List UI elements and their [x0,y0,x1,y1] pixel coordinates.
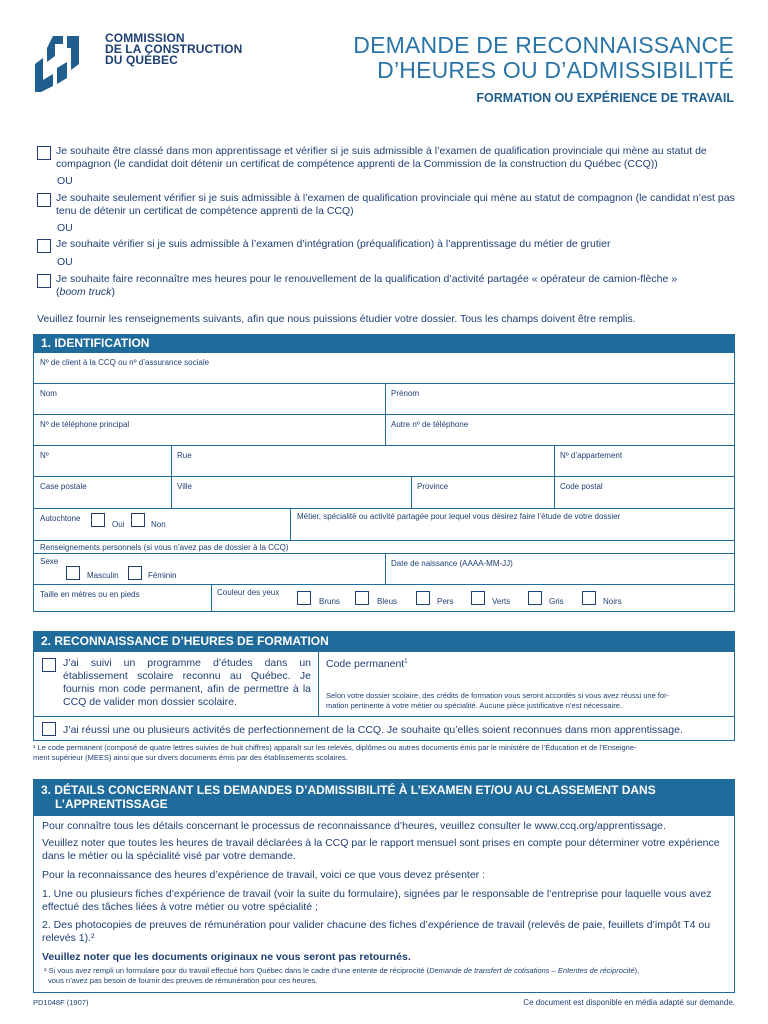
option-grutier [37,238,737,251]
paren-open: ( [56,286,60,298]
checkbox-verification[interactable] [37,193,51,207]
checkbox-grutier[interactable] [37,239,51,253]
footnote-2-line-2: vous n’avez pas besoin de fournir des preuves de rémunération pour ces heures. [48,975,318,985]
details-paragraph-1: Pour connaître tous les détails concernant le processus de reconnaissance d’heures, veuillez consulter le www.ccq.org/apprentissage. [42,820,666,832]
paren-close: ) [111,286,115,298]
postal-code-field[interactable]: Code postal [560,482,603,491]
media-note: Ce document est disponible en média adapté sur demande. [523,998,735,1007]
checkbox-eyes-verts[interactable] [471,591,485,605]
non-label: Non [151,520,166,529]
identification-box [33,352,735,612]
eyes-gris-label: Gris [549,597,564,606]
checkbox-eyes-bruns[interactable] [297,591,311,605]
section3-heading [33,779,735,815]
formation-box [33,651,735,741]
title-line-2: D’HEURES OU D’ADMISSIBILITÉ [377,57,734,83]
code-permanent-label: Code permanent [326,658,405,670]
personal-info-label: Renseignements personnels (si vous n’avez pas de dossier à la CCQ) [40,543,289,552]
form-title [353,33,734,83]
birthdate-field[interactable]: Date de naissance (AAAA-MM-JJ) [391,559,513,568]
eyes-verts-label: Verts [492,597,511,606]
masculin-label: Masculin [87,571,119,580]
prenom-field[interactable]: Prénom [391,389,420,398]
metier-field[interactable]: Métier, spécialité ou activité partagée pour lequel vous désirez faire l’étude de votre dossier [297,512,621,521]
note-line-1: Selon votre dossier scolaire, des crédits de formation vous seront accordés si vous avez réussi une for- [326,691,670,700]
footnote-1-line-1: ¹ Le code permanent (composé de quatre lettres suivies de huit chiffres) apparaît sur les relevés, diplômes ou autres documents émis par le ministère de l’Éducation et de l’Enseigne- [33,743,637,752]
section2-footnote [33,743,738,762]
oui-label: Oui [112,520,125,529]
originals-warning: Veuillez noter que les documents originaux ne vous seront pas retournés. [42,951,411,963]
details-item-2: 2. Des photocopies de preuves de rémunération pour valider chacune des fiches d’expérience de travail (relevés de paie, feuillets d’impôt T4 ou relevés 1).² [42,919,711,944]
street-field[interactable]: Rue [177,451,192,460]
city-field[interactable]: Ville [177,482,192,491]
code-permanent-field[interactable] [326,658,408,670]
footnote-2-part-b: ), [634,966,640,975]
intro-text: Veuillez fournir les renseignements suivants, afin que nous puissions étudier votre dossier. Tous les champs doivent être remplis. [37,313,636,325]
option-classement-text: Je souhaite être classé dans mon apprentissage et vérifier si je suis admissible à l’examen de qualification provinciale qui mène au statut de compagnon (le candidat doit détenir un certificat de compétence apprenti de la Commission de la construction du Québec (CCQ)) [56,145,707,170]
checkbox-eyes-gris[interactable] [528,591,542,605]
province-field[interactable]: Province [417,482,449,491]
checkbox-masculin[interactable] [66,566,80,580]
height-field[interactable]: Taille en mètres ou en pieds [40,590,140,599]
autochtone-label: Autochtone [40,514,81,523]
or-separator-2: OU [57,222,73,234]
checkbox-eyes-pers[interactable] [416,591,430,605]
org-line-2: DE LA CONSTRUCTION [105,42,243,56]
checkbox-classement[interactable] [37,146,51,160]
or-separator-1: OU [57,175,73,187]
details-paragraph-2: Veuillez noter que toutes les heures de travail déclarées à la CCQ par le rapport mensuel sont prises en compte pour déterminer votre expérience dans le métier ou la spécialité visé par votre demande. [42,837,720,862]
option-verification [37,192,737,218]
checkbox-feminin[interactable] [128,566,142,580]
phone-other-field[interactable]: Autre nº de téléphone [391,420,469,429]
boom-truck-italic: boom truck [59,286,112,298]
eyes-bleus-label: Bleus [377,597,398,606]
organization-name [105,33,242,66]
checkbox-programme[interactable] [42,658,56,672]
ccq-logo [33,34,81,92]
option-boom-truck-text [56,273,737,299]
code-permanent-sup: 1 [404,658,408,665]
footnote-2-italic: Demande de transfert de cotisations – Ententes de réciprocité [429,966,635,975]
section3-heading-line-2: L’APPRENTISSAGE [55,797,168,811]
checkbox-autochtone-non[interactable] [131,513,145,527]
footnote-2-part-a: ² Si vous avez rempli un formulaire pour du travail effectué hors Québec dans le cadre d’une entente de réciprocité ( [44,966,430,975]
phone-main-field[interactable]: Nº de téléphone principal [40,420,130,429]
checkbox-perfectionnement[interactable] [42,722,56,736]
details-paragraph-3: Pour la reconnaissance des heures d’expérience de travail, voici ce que vous devez présenter : [42,869,486,881]
perfectionnement-text: J’ai réussi une ou plusieurs activités de perfectionnement de la CCQ. Je souhaite qu’elles soient reconnues dans mon apprentissage. [63,724,683,736]
eye-color-label: Couleur des yeux [217,588,280,597]
option-boom-truck-line1: Je souhaite faire reconnaître mes heures pour le renouvellement de la qualification d’activité partagée « opérateur de camion-flèche » [56,273,678,285]
option-grutier-text: Je souhaite vérifier si je suis admissible à l’examen d’intégration (préqualification) à l’apprentissage du métier de grutier [56,238,611,250]
checkbox-eyes-bleus[interactable] [355,591,369,605]
org-line-1: COMMISSION [105,31,185,45]
eyes-bruns-label: Bruns [319,597,340,606]
feminin-label: Féminin [148,571,177,580]
eyes-noirs-label: Noirs [603,597,622,606]
or-separator-3: OU [57,256,73,268]
sexe-label: Sexe [40,557,59,566]
section2-heading: 2. RECONNAISSANCE D’HEURES DE FORMATION [33,631,735,651]
footnote-1-line-2: ment supérieur (MEES) ainsi que sur divers documents émis par des établissements scolaires. [33,752,348,762]
client-number-field[interactable]: Nº de client à la CCQ ou nº d’assurance sociale [40,358,210,367]
apartment-field[interactable]: Nº d’appartement [560,451,623,460]
code-permanent-note [326,691,669,711]
checkbox-autochtone-oui[interactable] [91,513,105,527]
option-boom-truck [37,273,737,299]
org-line-3: DU QUÉBEC [105,53,178,67]
section3-heading-line-1: 3. DÉTAILS CONCERNANT LES DEMANDES D’ADMISSIBILITÉ À L’EXAMEN ET/OU AU CLASSEMENT DANS [41,783,656,797]
checkbox-boom-truck[interactable] [37,274,51,288]
eyes-pers-label: Pers [437,597,454,606]
details-item-1: 1. Une ou plusieurs fiches d’expérience de travail (voir la suite du formulaire), signées par le responsable de l’entreprise pour laquelle vous avez effectué des tâches liées à votre métier ou votre spécialité ; [42,888,712,913]
checkbox-eyes-noirs[interactable] [582,591,596,605]
title-line-1: DEMANDE DE RECONNAISSANCE [353,32,734,58]
form-subtitle: FORMATION OU EXPÉRIENCE DE TRAVAIL [476,91,734,105]
street-number-field[interactable]: Nº [40,451,49,460]
document-code: PD1048F (1907) [33,998,89,1007]
option-classement [37,145,737,171]
note-line-2: mation pertinente à votre métier ou spécialité. Aucune pièce justificative n’est nécessaire. [326,701,622,710]
programme-text: J’ai suivi un programme d’études dans un établissement scolaire reconnu au Québec. Je fournis mon code permanent, afin de permettre à la CCQ de valider mon dossier scolaire. [63,657,311,708]
option-verification-text: Je souhaite seulement vérifier si je suis admissible à l’examen de qualification provinciale qui mène au statut de compagnon (le candidat n’est pas tenu de détenir un certificat de compétence apprenti de la CCQ) [56,192,735,217]
section1-heading: 1. IDENTIFICATION [33,334,735,352]
po-box-field[interactable]: Case postale [40,482,87,491]
section3-footnote [44,966,734,985]
nom-field[interactable]: Nom [40,389,57,398]
